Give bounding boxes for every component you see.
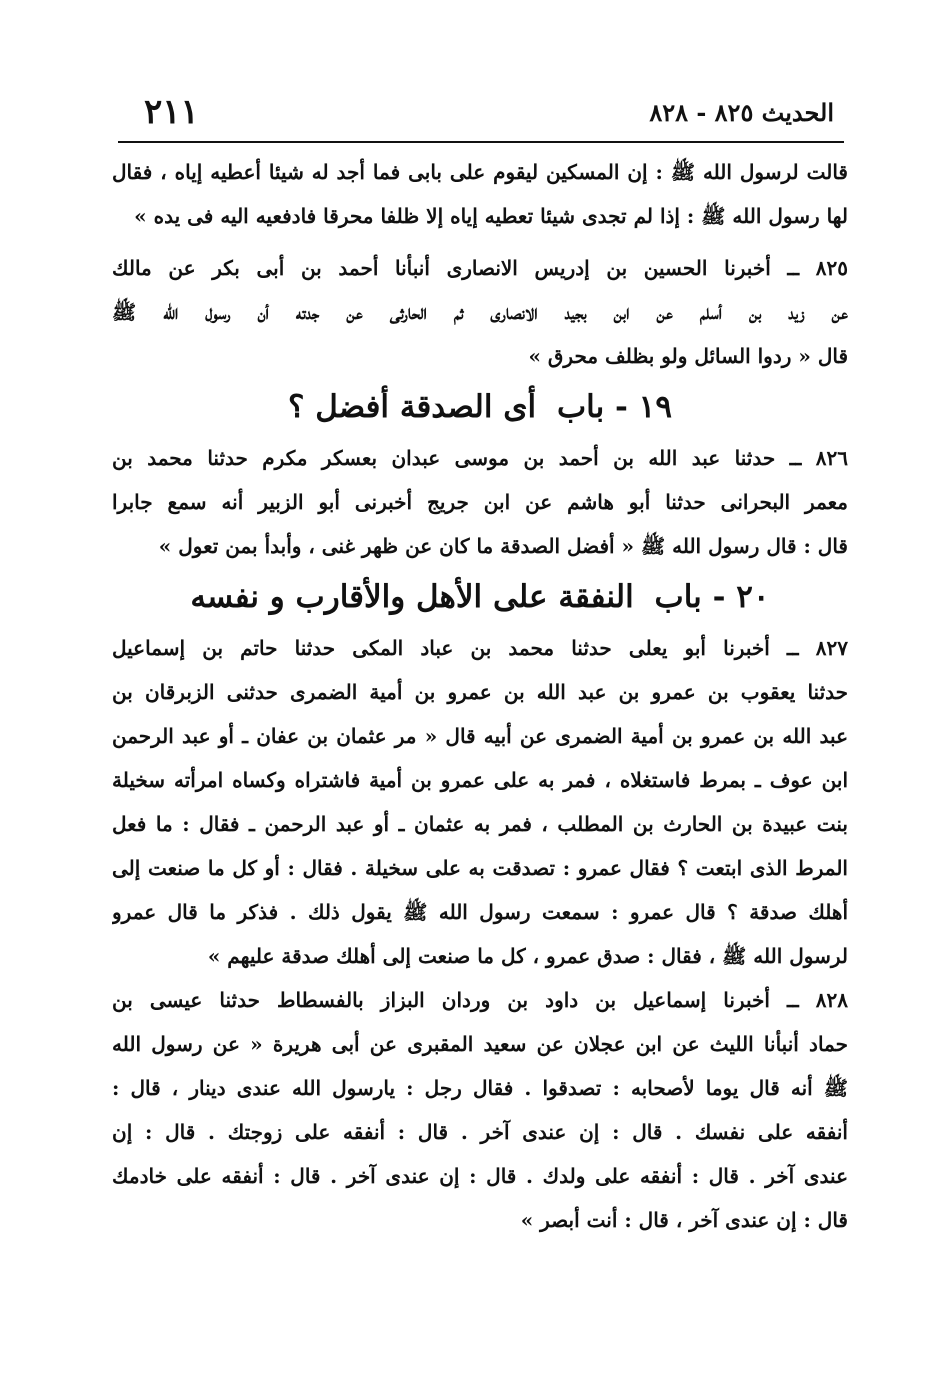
- text-line: عندى آخر . قال : أنفقه على ولدك . قال : إن عندى آخر . قال : أنفقه على خادمك: [112, 1164, 848, 1188]
- page-body: [112, 150, 848, 1242]
- text-line: قال : إن عندى آخر ، قال : أنت أبصر »: [520, 1208, 848, 1232]
- text-line: ٨٢٦ ــ حدثنا عبد الله بن أحمد بن موسى عبدان بعسكر مكرم حدثنا محمد بن: [112, 446, 848, 470]
- text-line: حماد أنبأنا الليث عن ابن عجلان عن سعيد المقبرى عن أبى هريرة « عن رسول الله: [112, 1032, 848, 1056]
- text-line: قال « ردوا السائل ولو بظلف محرق »: [528, 344, 848, 368]
- chapter-title: النفقة على الأهل والأقارب و نفسه: [190, 579, 634, 615]
- text-line: حدثنا يعقوب بن عمرو بن عبد الله بن عمرو بن أمية الضمرى حدثنى الزبرقان بن: [112, 680, 848, 704]
- chapter-number: ١٩ - باب: [556, 389, 672, 425]
- text-line: عن زيد بن أسلم عن ابن بجيد الانصارى ثم الحارثى عن جدته أن رسول الله ﷺ: [112, 300, 848, 324]
- header-rule: [118, 141, 844, 143]
- text-line: قال : قال رسول الله ﷺ « أفضل الصدقة ما كان عن ظهر غنى ، وأبدأ بمن تعول »: [158, 534, 848, 558]
- text-line: ٨٢٨ ــ أخبرنا إسماعيل بن داود بن وردان البزاز بالفسطاط حدثنا عيسى بن: [112, 988, 848, 1012]
- text-line: ٨٢٥ ــ أخبرنا الحسين بن إدريس الانصارى أنبأنا أحمد بن أبى بكر عن مالك: [112, 256, 848, 280]
- hadith-827: [112, 626, 848, 978]
- text-line: أهلك صدقة ؟ قال عمرو : سمعت رسول الله ﷺ يقول ذلك . فذكر ما قال عمرو: [112, 900, 848, 924]
- page-number: ٢١١: [144, 92, 199, 132]
- text-line: أنفقه على نفسك . قال : إن عندى آخر . قال : أنفقه على زوجتك . قال : إن: [112, 1120, 848, 1144]
- text-line: معمر البحرانى حدثنا أبو هاشم عن ابن جريج أخبرنى أبو الزبير أنه سمع جابرا: [112, 490, 848, 514]
- text-line: ٨٢٧ ــ أخبرنا أبو يعلى حدثنا محمد بن عباد المكى حدثنا حاتم بن إسماعيل: [112, 636, 848, 660]
- text-line: ﷺ أنه قال يوما لأصحابه : تصدقوا . فقال رجل : يارسول الله عندى دينار ، قال :: [112, 1076, 848, 1100]
- chapter-number: ٢٠ - باب: [654, 579, 770, 615]
- running-title: الحديث ٨٢٥ - ٨٢٨: [649, 98, 834, 127]
- text-line: بنت عبيدة بن الحارث بن المطلب ، فمر به عثمان ـ أو عبد الرحمن ـ فقال : ما فعل: [112, 812, 848, 836]
- hadith-826: [112, 436, 848, 568]
- text-line: لها رسول الله ﷺ : إذا لم تجدى شيئا تعطيه إياه إلا ظلفا محرقا فادفعيه اليه فى يده »: [134, 204, 848, 228]
- paragraph-continued: [112, 150, 848, 238]
- hadith-825: [112, 246, 848, 378]
- chapter-heading-19: [112, 378, 848, 436]
- text-line: عبد الله بن عمرو بن أمية الضمرى عن أبيه قال « مر عثمان بن عفان ـ أو عبد الرحمن: [112, 724, 848, 748]
- page-header: [118, 92, 840, 136]
- text-line: المرط الذى ابتعت ؟ فقال عمرو : تصدقت به على سخيلة . فقال : أو كل ما صنعت إلى: [112, 856, 848, 880]
- text-line: قالت لرسول الله ﷺ : إن المسكين ليقوم على بابى فما أجد له شيئا أعطيه إياه ، فقال: [112, 160, 848, 184]
- text-line: لرسول الله ﷺ ، فقال : صدق عمرو ، كل ما صنعت إلى أهلك صدقة عليهم »: [207, 944, 848, 968]
- hadith-828: [112, 978, 848, 1242]
- chapter-heading-20: [112, 568, 848, 626]
- chapter-title: أى الصدقة أفضل ؟: [288, 389, 537, 425]
- text-line: ابن عوف ـ بمرط فاستغلاه ، فمر به على عمرو بن أمية فاشتراه وكساه امرأته سخيلة: [112, 768, 848, 792]
